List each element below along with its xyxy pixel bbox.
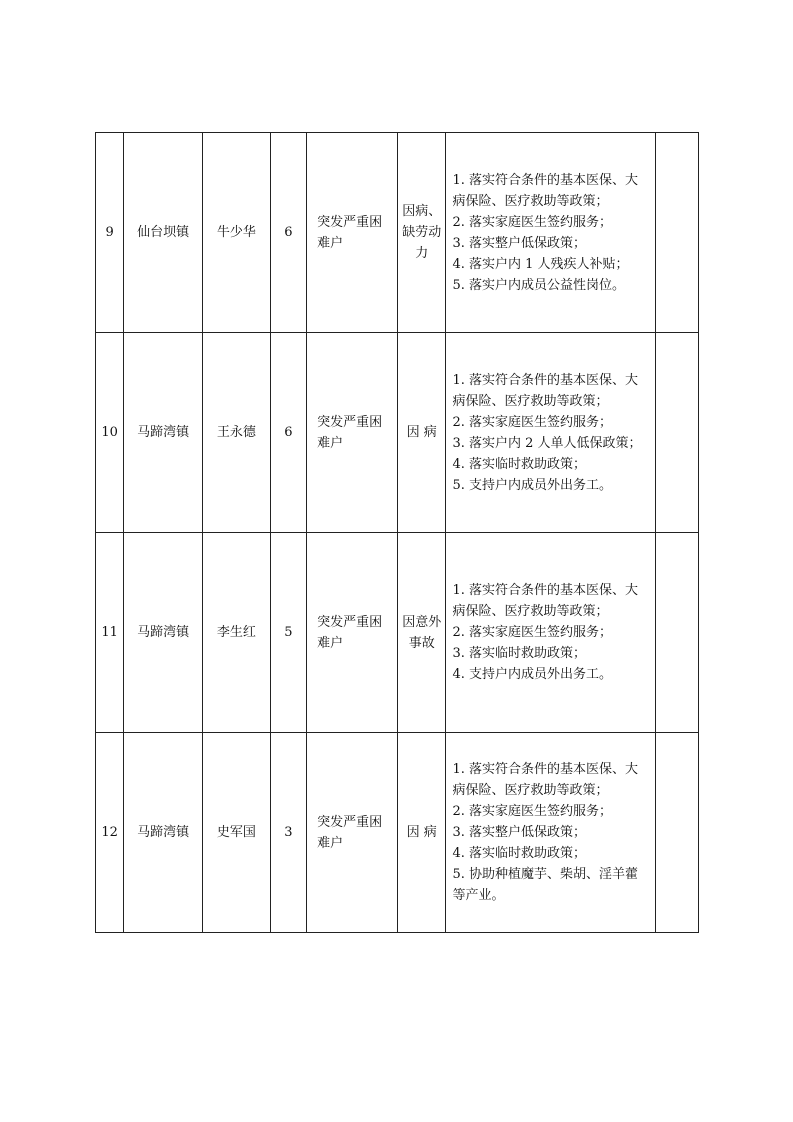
measure-item: 1. 落实符合条件的基本医保、大病保险、医疗救助等政策； — [452, 583, 638, 619]
measure-item: 4. 落实临时救助政策； — [452, 456, 586, 472]
remark-cell — [655, 333, 698, 533]
row-number: 11 — [96, 533, 124, 733]
cause-text: 因意外事故 — [402, 614, 442, 651]
type-cell — [307, 733, 398, 933]
row-number: 9 — [96, 133, 124, 333]
measure-item: 5. 协助种植魔芋、柴胡、淫羊藿等产业。 — [452, 867, 638, 903]
cause-text: 因 病 — [406, 425, 437, 440]
household-table — [95, 132, 699, 933]
measure-item: 3. 落实户内 2 人单人低保政策； — [452, 435, 642, 451]
table-row — [96, 533, 699, 733]
measure-item: 4. 支持户内成员外出务工。 — [452, 667, 612, 682]
measures-cell — [446, 133, 655, 333]
measure-item: 2. 落实家庭医生签约服务； — [452, 414, 612, 430]
measure-item: 4. 落实临时救助政策； — [452, 846, 586, 861]
measures-cell — [446, 533, 655, 733]
type-text: 突发严重困难户 — [317, 814, 383, 851]
type-cell — [307, 533, 398, 733]
cause-cell — [397, 133, 445, 333]
measure-item: 4. 落实户内 1 人残疾人补贴； — [452, 256, 629, 272]
remark-cell — [655, 133, 698, 333]
cause-cell — [397, 533, 445, 733]
measure-item: 3. 落实整户低保政策； — [452, 825, 586, 840]
table-row — [96, 333, 699, 533]
table-row — [96, 133, 699, 333]
cause-text: 因 病 — [406, 825, 437, 840]
measure-item: 5. 支持户内成员外出务工。 — [452, 477, 612, 493]
members-cell: 6 — [270, 333, 306, 533]
members-cell: 6 — [270, 133, 306, 333]
members-cell: 5 — [270, 533, 306, 733]
members-cell: 3 — [270, 733, 306, 933]
town-cell: 马蹄湾镇 — [124, 733, 203, 933]
measures-cell — [446, 333, 655, 533]
name-cell: 史军国 — [203, 733, 271, 933]
measure-item: 1. 落实符合条件的基本医保、大病保险、医疗救助等政策； — [452, 762, 638, 798]
town-cell: 马蹄湾镇 — [124, 333, 203, 533]
type-text: 突发严重困难户 — [317, 214, 383, 251]
row-number: 10 — [96, 333, 124, 533]
cause-cell — [397, 733, 445, 933]
type-cell — [307, 133, 398, 333]
town-cell: 马蹄湾镇 — [124, 533, 203, 733]
cause-text: 因病、缺劳动力 — [402, 204, 442, 261]
name-cell: 王永德 — [203, 333, 271, 533]
measure-item: 3. 落实整户低保政策； — [452, 235, 586, 251]
row-number: 12 — [96, 733, 124, 933]
name-cell: 李生红 — [203, 533, 271, 733]
name-cell: 牛少华 — [203, 133, 271, 333]
type-cell — [307, 333, 398, 533]
type-text: 突发严重困难户 — [317, 614, 383, 651]
table-row — [96, 733, 699, 933]
type-text: 突发严重困难户 — [317, 414, 383, 451]
remark-cell — [655, 733, 698, 933]
measure-item: 1. 落实符合条件的基本医保、大病保险、医疗救助等政策； — [452, 372, 638, 409]
measures-cell — [446, 733, 655, 933]
measure-item: 2. 落实家庭医生签约服务； — [452, 804, 612, 819]
town-cell: 仙台坝镇 — [124, 133, 203, 333]
measure-item: 2. 落实家庭医生签约服务； — [452, 214, 612, 230]
measure-item: 3. 落实临时救助政策； — [452, 646, 586, 661]
cause-cell — [397, 333, 445, 533]
measure-item: 5. 落实户内成员公益性岗位。 — [452, 277, 625, 293]
measure-item: 1. 落实符合条件的基本医保、大病保险、医疗救助等政策； — [452, 172, 638, 209]
measure-item: 2. 落实家庭医生签约服务； — [452, 625, 612, 640]
remark-cell — [655, 533, 698, 733]
